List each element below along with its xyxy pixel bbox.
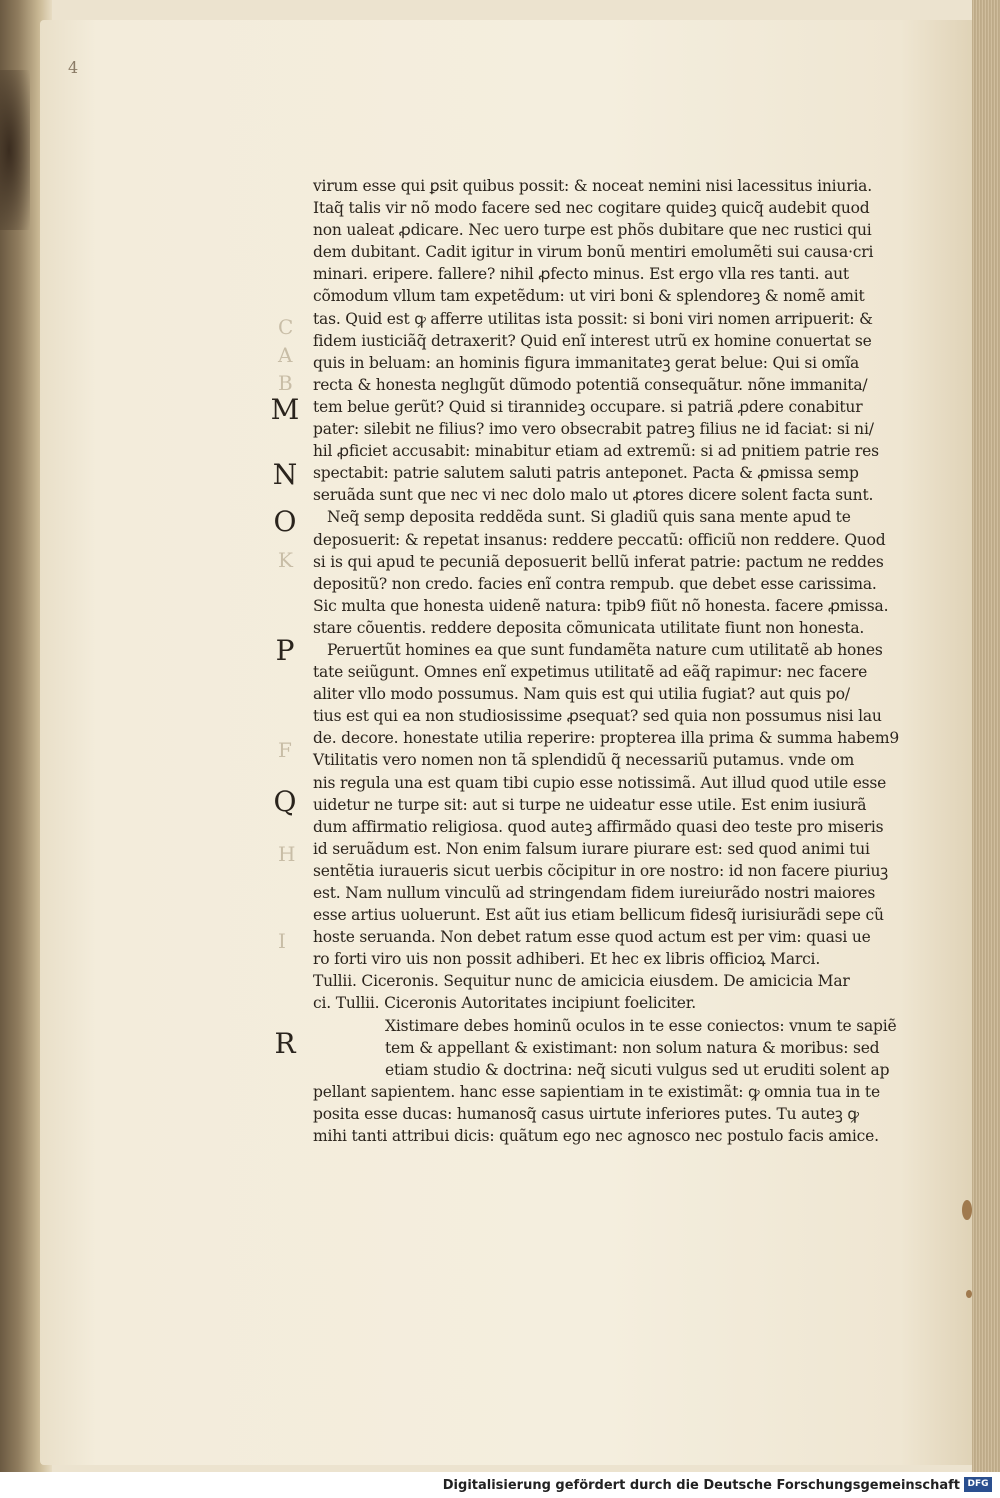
dfg-logo: DFG (964, 1477, 992, 1492)
text-line: etiam studio & doctrina: neq̃ sicuti vulgus sed ut eruditi solent ap (385, 1060, 890, 1079)
text-line: pater: silebit ne filius? imo vero obsecrabit patreꝫ filius ne id faciat: si ni/ (313, 420, 874, 439)
text-line: minari. eripere. fallere? nihil ꝓfecto minus. Est ergo vlla res tanti. aut (313, 265, 849, 284)
text-line: de. decore. honestate utilia reperire: propterea illa prima & summa habem9 (313, 729, 899, 748)
funding-credit: Digitalisierung gefördert durch die Deutsche Forschungsgemeinschaft (442, 1478, 960, 1493)
marginal-letter: R (274, 1027, 296, 1060)
text-line: posita esse ducas: humanosq̃ casus uirtute inferiores putes. Tu auteꝫ ꝙ (313, 1104, 859, 1123)
marginal-letter: P (275, 634, 295, 667)
text-line: deposuerit: & repetat insanus: reddere peccatũ: officiũ non reddere. Quod (313, 530, 886, 549)
text-line: Xistimare debes hominũ oculos in te esse coniectos: vnum te sapiẽ (385, 1016, 897, 1035)
text-line: virum esse qui ꝑsit quibus possit: & noceat nemini nisi lacessitus iniuria. (313, 177, 872, 195)
text-line: quis in beluam: an hominis figura immanitateꝫ gerat belue: Qui si omĩa (313, 353, 860, 372)
text-line: nis regula una est quam tibi cupio esse notissimã. Aut illud quod utile esse (313, 773, 887, 792)
marginal-letter: Q (273, 785, 297, 818)
text-line: stare cõuentis. reddere deposita cõmunicata utilitate fiunt non honesta. (313, 618, 865, 637)
text-line: tem belue gerũt? Quid si tirannideꝫ occupare. si patriã ꝓdere conabitur (313, 397, 863, 416)
text-line: dem dubitant. Cadit igitur in virum bonũ mentiri emolumẽti sui causa·cri (313, 243, 874, 262)
text-line: est. Nam nullum vinculũ ad stringendam fidem iureiurãdo nostri maiores (313, 884, 876, 902)
text-line: cõmodum vllum tam expetẽdum: ut viri boni & splendoreꝫ & nomẽ amit (313, 287, 865, 306)
text-line: spectabit: patrie salutem saluti patris anteponet. Pacta & ꝓmissa semp (313, 464, 859, 483)
text-line: hil ꝓficiet accusabit: minabitur etiam ad extremũ: si ad pnitiem patrie res (313, 442, 879, 461)
text-line: tas. Quid est ꝙ afferre utilitas ista possit: si boni viri nomen arripuerit: & (313, 309, 873, 328)
text-line: Tullii. Ciceronis. Sequitur nunc de amicicia eiusdem. De amicicia Mar (313, 972, 850, 991)
text-line: Peruertũt homines ea que sunt fundamẽta nature cum utilitatẽ ab hones (327, 640, 883, 659)
show-through-mark: H (278, 842, 296, 866)
paper-stain (966, 1290, 972, 1298)
text-line: aliter vllo modo possumus. Nam quis est qui utilia fugiat? aut quis po/ (313, 685, 850, 704)
gutter-stain (0, 70, 30, 230)
text-line: sentẽtia iuraueris sicut uerbis cõcipitur in ore nostro: id non facere piuriuꝫ (313, 861, 888, 880)
show-through-mark: K (278, 548, 293, 572)
text-line: seruãda sunt que nec vi nec dolo malo ut ꝓtores dicere solent facta sunt. (313, 486, 874, 505)
text-line: Vtilitatis vero nomen non tã splendidũ q̃ necessariũ putamus. vnde om (313, 751, 855, 770)
text-line: recta & honesta neglıgũt dũmodo potentiã consequãtur. nõne immanita/ (313, 375, 868, 394)
digitization-footer (0, 1472, 1000, 1498)
show-through-mark: B (278, 371, 293, 395)
text-line: non ualeat ꝓdicare. Nec uero turpe est phõs dubitare que nec rustici qui (313, 221, 872, 240)
text-line: Itaq̃ talis vir nõ modo facere sed nec cogitare quideꝫ quicq̃ audebit quod (313, 199, 870, 218)
text-line: tius est qui ea non studiosissime ꝓsequat? sed quia non possumus nisi lau (313, 707, 882, 726)
body-text (313, 175, 913, 1147)
page-number: 4 (68, 58, 79, 77)
show-through-mark: F (278, 738, 292, 762)
text-line: dum affirmatio religiosa. quod auteꝫ affirmãdo quasi deo teste pro miseris (313, 817, 884, 836)
text-line: ro forti viro uis non possit adhiberi. Et hec ex libris officioꝝ Marci. (313, 950, 821, 969)
page-edges (972, 0, 1000, 1472)
marginal-letter: O (273, 505, 297, 538)
show-through-mark: C (278, 315, 294, 339)
text-line: fidem iusticiãq̃ detraxerit? Quid enĩ interest utrũ ex homine conuertat se (313, 331, 872, 350)
text-line: Sic multa que honesta uidenẽ natura: tpib9 fiũt nõ honesta. facere ꝓmissa. (313, 596, 889, 615)
text-line: Neq̃ semp deposita reddẽda sunt. Si gladiũ quis sana mente apud te (327, 508, 851, 527)
marginal-letter: M (270, 393, 300, 426)
text-line: hoste seruanda. Non debet ratum esse quod actum est per vim: quasi ue (313, 928, 871, 947)
text-line: id seruãdum est. Non enim falsum iurare piurare est: sed quod animi tui (313, 839, 870, 858)
show-through-mark: A (278, 343, 293, 367)
text-line: si is qui apud te pecuniã deposuerit bellũ inferat patrie: pactum ne reddes (313, 552, 884, 571)
show-through-mark: I (278, 929, 286, 953)
text-line: uidetur ne turpe sit: aut si turpe ne uideatur esse utile. Est enim iusiurã (313, 795, 867, 814)
paper-stain (962, 1200, 972, 1220)
text-line: depositũ? non credo. facies enĩ contra rempub. que debet esse carissima. (313, 574, 877, 593)
marginal-letter: N (272, 458, 298, 491)
text-line: pellant sapientem. hanc esse sapientiam in te existimãt: ꝙ omnia tua in te (313, 1082, 880, 1101)
text-line: ci. Tullii. Ciceronis Autoritates incipiunt foeliciter. (313, 994, 696, 1013)
text-line: mihi tanti attribui dicis: quãtum ego nec agnosco nec postulo facis amice. (313, 1127, 879, 1146)
text-line: tate seiũgunt. Omnes enĩ expetimus utilitatẽ ad eãq̃ rapimur: nec facere (313, 663, 868, 682)
text-line: esse artius uoluerunt. Est aũt ius etiam bellicum fidesq̃ iurisiurãdi sepe cũ (313, 906, 884, 925)
text-line: tem & appellant & existimant: non solum natura & moribus: sed (385, 1038, 880, 1057)
